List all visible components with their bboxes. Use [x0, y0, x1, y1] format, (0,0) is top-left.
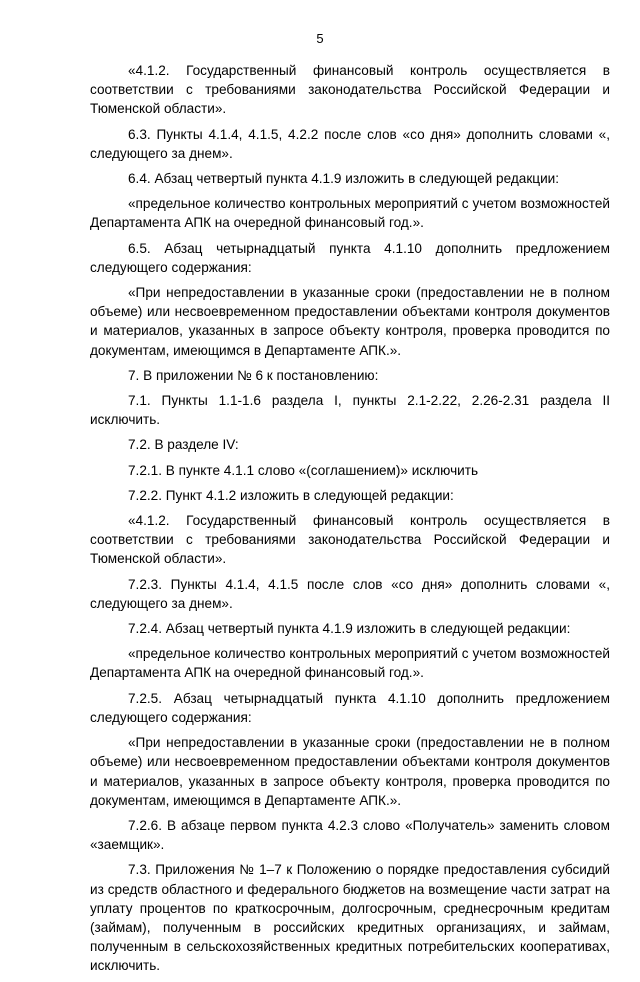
paragraph-7: 7. В приложении № 6 к постановлению: [128, 367, 379, 383]
paragraph-6-5: 6.5. Абзац четырнадцатый пункта 4.1.10 дополнить предложением следующего содержания: [90, 240, 610, 275]
paragraph-7-2-6: 7.2.6. В абзаце первом пункта 4.2.3 слово «Получатель» заменить словом «заемщик». [90, 817, 610, 853]
paragraph-7-3: 7.3. Приложения № 1–7 к Положению о порядке предоставления субсидий из средств областного и федерального бюджетов на возмещение части затрат на уплату процентов по краткосрочным, долгосрочным, среднесрочным кредитам (займам), полученным в российских кредитных организациях, и займам, полученным в сельскохозяйственных кредитных потребительских кооперативах, исключить. [90, 862, 610, 974]
paragraph-7-2-5-quote: «При непредоставлении в указанные сроки (предоставлении не в полном объеме) или несвоевременном предоставлении объектами контроля документов и материалов, указанных в запросе объекту контроля, проверка проводится по документам, имеющимся в Департаменте АПК.». [90, 735, 610, 808]
paragraph-7-2-4-quote: «предельное количество контрольных мероприятий с учетом возможностей Департамента АПК на очередной финансовый год.». [90, 646, 610, 681]
page-number: 5 [316, 31, 324, 46]
paragraph-7-2: 7.2. В разделе IV: [128, 437, 239, 453]
paragraph-4-1-2-quote: «4.1.2. Государственный финансовый контроль осуществляется в соответствии с требованиями законодательства Российской Федерации и Тюменской области». [90, 63, 610, 117]
paragraph-7-1: 7.1. Пункты 1.1-1.6 раздела I, пункты 2.1-2.22, 2.26-2.31 раздела II исключить. [90, 393, 610, 428]
paragraph-6-5-quote: «При непредоставлении в указанные сроки (предоставлении не в полном объеме) или несвоевременном предоставлении объектами контроля документов и материалов, указанных в запросе объекту контроля, проверка проводится по документам, имеющимся в Департаменте АПК.». [90, 285, 610, 358]
paragraph-7-2-4: 7.2.4. Абзац четвертый пункта 4.1.9 изложить в следующей редакции: [128, 621, 571, 637]
document-body [90, 61, 610, 982]
paragraph-7-2-5: 7.2.5. Абзац четырнадцатый пункта 4.1.10 дополнить предложением следующего содержания: [90, 690, 610, 725]
paragraph-7-2-3: 7.2.3. Пункты 4.1.4, 4.1.5 после слов «со дня» дополнить словами «, следующего за днем». [90, 576, 610, 611]
paragraph-7-2-2-quote: «4.1.2. Государственный финансовый контроль осуществляется в соответствии с требованиями законодательства Российской Федерации и Тюменской области». [90, 513, 610, 567]
paragraph-6-4: 6.4. Абзац четвертый пункта 4.1.9 изложить в следующей редакции: [128, 171, 560, 187]
paragraph-7-2-2: 7.2.2. Пункт 4.1.2 изложить в следующей редакции: [128, 487, 454, 503]
paragraph-7-2-1: 7.2.1. В пункте 4.1.1 слово «(соглашением)» исключить [128, 462, 479, 478]
paragraph-6-3: 6.3. Пункты 4.1.4, 4.1.5, 4.2.2 после слов «со дня» дополнить словами «, следующего за днем». [90, 126, 610, 161]
paragraph-6-4-quote: «предельное количество контрольных мероприятий с учетом возможностей Департамента АПК на очередной финансовый год.». [90, 196, 610, 231]
